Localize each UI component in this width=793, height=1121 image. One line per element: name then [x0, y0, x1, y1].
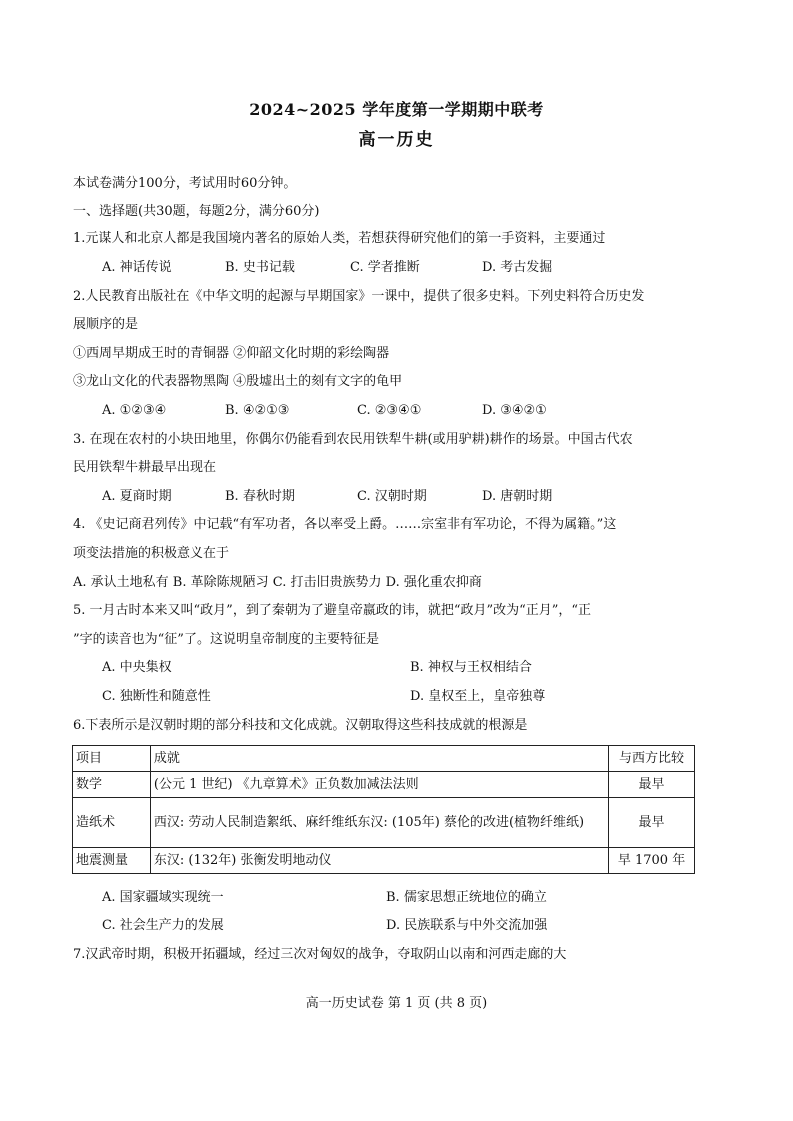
q6-option-c: C. 社会生产力的发展 [102, 918, 224, 933]
table-cell: 早 1700 年 [609, 848, 695, 874]
table-cell: (公元 1 世纪) 《九章算术》正负数加减法法则 [150, 772, 608, 798]
table-cell: 最早 [609, 772, 695, 798]
q4-options: A. 承认土地私有 B. 革除陈规陋习 C. 打击旧贵族势力 D. 强化重农抑商 [73, 575, 482, 590]
q3-option-d: D. 唐朝时期 [482, 489, 553, 504]
q6-option-b: B. 儒家思想正统地位的确立 [386, 890, 547, 905]
table-cell: 最早 [609, 798, 695, 848]
table-cell: 地震测量 [73, 848, 151, 874]
q5-option-a: A. 中央集权 [102, 660, 172, 675]
q2-option-c: C. ②③④① [357, 403, 422, 418]
q6-option-a: A. 国家疆域实现统一 [102, 890, 224, 905]
table-row [73, 772, 695, 798]
q2-option-a: A. ①②③④ [102, 403, 167, 418]
q5-option-b: B. 神权与王权相结合 [410, 660, 532, 675]
table-row [73, 848, 695, 874]
q6-option-d: D. 民族联系与中外交流加强 [386, 918, 548, 933]
q3-stem-line1: 3. 在现在农村的小块田地里，你偶尔仍能看到农民用铁犁牛耕(或用驴耕)耕作的场景。中国古代农 [73, 432, 633, 447]
q5-option-c: C. 独断性和随意性 [102, 689, 211, 704]
q6-stem: 6.下表所示是汉朝时期的部分科技和文化成就。汉朝取得这些科技成就的根源是 [73, 718, 528, 733]
table-cell: 东汉: (132年) 张衡发明地动仪 [150, 848, 608, 874]
q1-option-c: C. 学者推断 [350, 260, 420, 275]
q1-stem: 1.元谋人和北京人都是我国境内著名的原始人类，若想获得研究他们的第一手资料，主要通过 [73, 231, 606, 246]
exam-subject: 高一历史 [358, 130, 435, 150]
q3-option-c: C. 汉朝时期 [357, 489, 427, 504]
exam-title: 2024~2025 学年度第一学期期中联考 [249, 100, 544, 119]
table-cell: 数学 [73, 772, 151, 798]
q1-option-b: B. 史书记载 [225, 260, 295, 275]
table-header-row [73, 746, 695, 772]
q2-items-line1: ①西周早期成王时的青铜器 ②仰韶文化时期的彩绘陶器 [73, 346, 390, 361]
achievements-table [72, 745, 695, 874]
q5-stem-line2: ”字的读音也为“征”了。这说明皇帝制度的主要特征是 [73, 632, 379, 647]
table-cell: 西汉: 劳动人民制造絮纸、麻纤维纸东汉: (105年) 蔡伦的改进(植物纤维纸) [150, 798, 608, 848]
page-footer: 高一历史试卷 第 1 页 (共 8 页) [305, 996, 488, 1011]
section-heading: 一、选择题(共30题，每题2分，满分60分) [73, 204, 320, 219]
q2-option-b: B. ④②①③ [225, 403, 290, 418]
q2-stem-line1: 2.人民教育出版社在《中华文明的起源与早期国家》一课中，提供了很多史料。下列史料符合历史发 [73, 289, 645, 304]
table-row [73, 798, 695, 848]
intro-note: 本试卷满分100分，考试用时60分钟。 [73, 176, 297, 191]
q5-stem-line1: 5. 一月古时本来又叫“政月”，到了秦朝为了避皇帝嬴政的讳，就把“政月”改为“正月”，“正 [73, 603, 592, 618]
q1-option-a: A. 神话传说 [102, 260, 172, 275]
table-cell: 造纸术 [73, 798, 151, 848]
table-header-cell: 成就 [150, 746, 608, 772]
q3-stem-line2: 民用铁犁牛耕最早出现在 [73, 460, 217, 475]
q2-option-d: D. ③④②① [482, 403, 547, 418]
q7-stem: 7.汉武帝时期，积极开拓疆域，经过三次对匈奴的战争，夺取阴山以南和河西走廊的大 [73, 947, 567, 962]
q2-stem-line2: 展顺序的是 [73, 317, 139, 332]
q4-stem-line1: 4. 《史记商君列传》中记载“有军功者，各以率受上爵。……宗室非有军功论，不得为属籍。”这 [73, 517, 617, 532]
table-header-cell: 与西方比较 [609, 746, 695, 772]
q1-option-d: D. 考古发掘 [482, 260, 553, 275]
q3-option-a: A. 夏商时期 [102, 489, 172, 504]
q4-stem-line2: 项变法措施的积极意义在于 [73, 546, 230, 561]
q3-option-b: B. 春秋时期 [225, 489, 295, 504]
table-header-cell: 项目 [73, 746, 151, 772]
q2-items-line2: ③龙山文化的代表器物黑陶 ④殷墟出土的刻有文字的龟甲 [73, 374, 403, 389]
q5-option-d: D. 皇权至上，皇帝独尊 [410, 689, 546, 704]
